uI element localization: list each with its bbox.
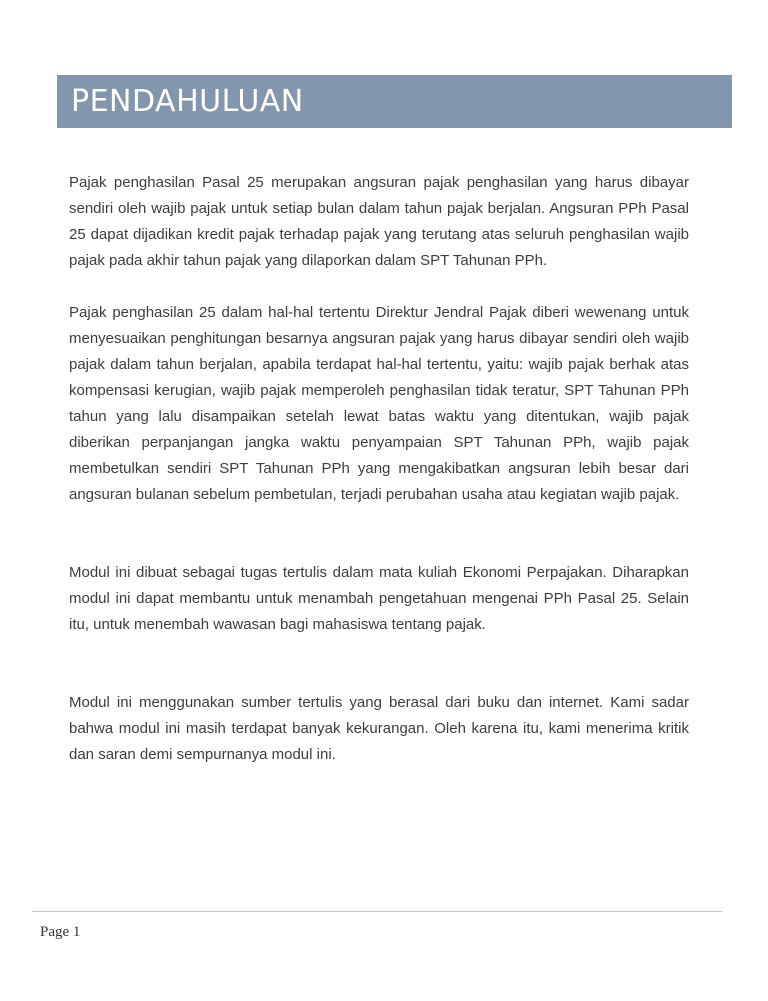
page-title: PENDAHULUAN <box>71 84 304 119</box>
page-number: Page 1 <box>40 924 81 940</box>
section-heading-band <box>57 75 732 128</box>
footer-divider <box>32 911 722 912</box>
paragraph-purpose: Modul ini dibuat sebagai tugas tertulis dalam mata kuliah Ekonomi Perpajakan. Diharapkan modul ini dapat membantu untuk menambah pengetahuan mengenai PPh Pasal 25. Selain itu, untuk menembah wawasan bagi mahasiswa tentang pajak. <box>69 564 689 633</box>
paragraph-authority: Pajak penghasilan 25 dalam hal-hal tertentu Direktur Jendral Pajak diberi wewenang untuk menyesuaikan penghitungan besarnya angsuran pajak yang harus dibayar sendiri oleh wajib pajak dalam tahun berjalan, apabila terdapat hal-hal tertentu, yaitu: wajib pajak berhak atas kompensasi kerugian, wajib pajak memperoleh penghasilan tidak teratur, SPT Tahunan PPh tahun yang lalu disampaikan setelah lewat batas waktu yang ditentukan, wajib pajak diberikan perpanjangan jangka waktu penyampaian SPT Tahunan PPh, wajib pajak membetulkan sendiri SPT Tahunan PPh yang mengakibatkan angsuran lebih besar dari angsuran bulanan sebelum pembetulan, terjadi perubahan usaha atau kegiatan wajib pajak. <box>69 304 689 503</box>
document-body <box>69 170 689 768</box>
paragraph-sources: Modul ini menggunakan sumber tertulis yang berasal dari buku dan internet. Kami sadar bahwa modul ini masih terdapat banyak kekurangan. Oleh karena itu, kami menerima kritik dan saran demi sempurnanya modul ini. <box>69 694 689 763</box>
paragraph-intro: Pajak penghasilan Pasal 25 merupakan angsuran pajak penghasilan yang harus dibayar sendiri oleh wajib pajak untuk setiap bulan dalam tahun pajak berjalan. Angsuran PPh Pasal 25 dapat dijadikan kredit pajak terhadap pajak yang terutang atas seluruh penghasilan wajib pajak pada akhir tahun pajak yang dilaporkan dalam SPT Tahunan PPh. <box>69 174 689 269</box>
